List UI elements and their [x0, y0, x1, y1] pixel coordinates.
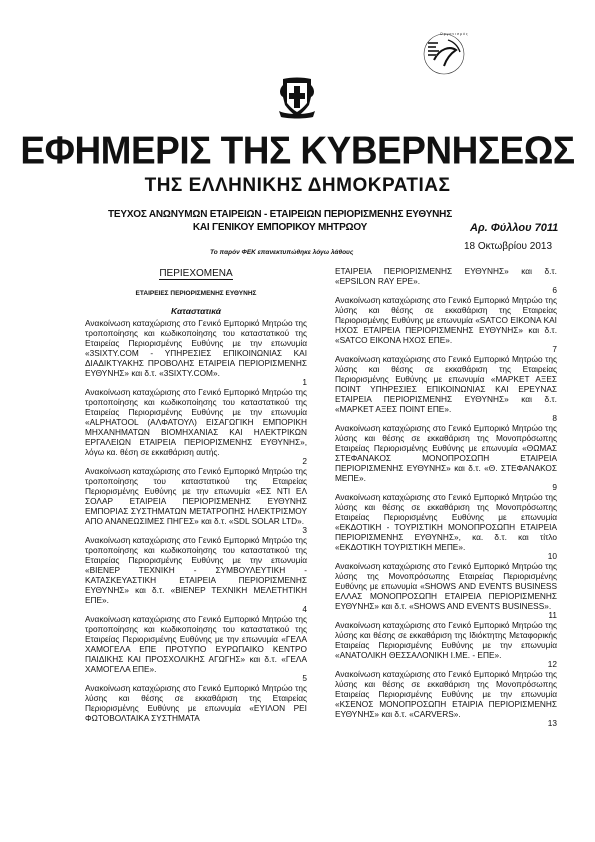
contents-entry — [85, 466, 307, 535]
contents-entry-page-number: 2 — [302, 456, 307, 466]
contents-entry — [85, 535, 307, 614]
contents-entry-text: Ανακοίνωση καταχώρισης στο Γενικό Εμπορικό Μητρώο της λύσης και θέσης σε εκκαθάριση της Εταιρείας Περιορισμένης Ευθύνης με επωνυμία «SATCO ΕΙΚΟΝΑ ΚΑΙ ΗΧΟΣ ΕΤΑΙΡΕΙΑ ΠΕΡΙΟΡΙΣΜΕΝΗΣ ΕΥΘΥΝΗΣ» και δ.τ. «SATCO ΕΙΚΟΝΑ ΗΧΟΣ ΕΠΕ». — [335, 295, 557, 345]
contents-entry-text: Ανακοίνωση καταχώρισης στο Γενικό Εμπορικό Μητρώο της λύσης και θέσης σε εκκαθάριση της Μονοπρόσωπης Εταιρείας Περιορισμένης Ευθύνης με επωνυμία «ΕΚΔΟΤΙΚΗ - ΤΟΥΡΙΣΤΙΚΗ ΜΟΝΟΠΡΟΣΩΠΗ ΕΤΑΙΡΕΙΑ ΠΕΡΙΟΡΙΣΜΕΝΗΣ ΕΥΘΥΝΗΣ», κα. δ.τ. και τίτλο «ΕΚΔΟΤΙΚΗ ΤΟΥΡΙΣΤΙΚΗ ΜΕΠΕ». — [335, 492, 557, 552]
contents-heading — [85, 268, 307, 280]
contents-entry-text: Ανακοίνωση καταχώρισης στο Γενικό Εμπορικό Μητρώο της λύσης και θέσης σε εκκαθάριση της Μονοπρόσωπης Εταιρείας Περιορισμένης Ευθύνης με την επωνυμία «ΚΣΕΝΟΣ ΜΟΝΟΠΡΟΣΩΠΗ ΕΤΑΙΡΙΑ ΠΕΡΙΟΡΙΣΜΕΝΗΣ ΕΥΘΥΝΗΣ» και δ.τ. «CARVERS». — [335, 669, 557, 719]
right-entries-list — [335, 266, 557, 728]
contents-entry-page-number: 8 — [552, 413, 557, 423]
contents-entry-page-number: 3 — [302, 525, 307, 535]
greek-emblem-icon — [277, 75, 317, 119]
contents-entry-page-number: 7 — [552, 344, 557, 354]
contents-entry-text: Ανακοίνωση καταχώρισης στο Γενικό Εμπορικό Μητρώο της τροποποίησης του καταστατικού της Εταιρείας Περιορισμένης Ευθύνης με την επωνυμία «ΕΣ ΝΤΙ ΕΛ ΣΟΛΑΡ ΕΤΑΙΡΕΙΑ ΠΕΡΙΟΡΙΣΜΕΝΗΣ ΕΥΘΥΝΗΣ ΕΜΠΟΡΙΑΣ ΣΥΣΤΗΜΑΤΩΝ ΜΕΤΑΤΡΟΠΗΣ ΗΛΕΚΤΡΙΣΜΟΥ ΑΠΟ ΑΝΑΝΕΩΣΙΜΕΣ ΠΗΓΕΣ» και δ.τ. «SDL SOLAR LTD». — [85, 466, 307, 526]
contents-heading-text: ΠΕΡΙΕΧΟΜΕΝΑ — [159, 268, 233, 279]
contents-entry-page-number: 1 — [302, 377, 307, 387]
issue-date: 18 Οκτωβρίου 2013 — [464, 241, 553, 252]
contents-entry-text: Ανακοίνωση καταχώρισης στο Γενικό Εμπορικό Μητρώο της λύσης της Μονοπρόσωπης Εταιρείας Περιορισμένης Ευθύνης με επωνυμία «SHOWS AND EVENTS BUSINESS ΕΛΛΑΣ ΜΟΝΟΠΡΟΣΩΠΗ ΕΤΑΙΡΕΙΑ ΠΕΡΙΟΡΙΣΜΕΝΗΣ ΕΥΘΥΝΗΣ» και δ.τ. «SHOWS AND EVENTS BUSINESS». — [335, 561, 557, 611]
contents-entry — [85, 318, 307, 387]
contents-entry-text: Ανακοίνωση καταχώρισης στο Γενικό Εμπορικό Μητρώο της τροποποίησης και κωδικοποίησης του καταστατικού της Εταιρείας Περιορισμένης Ευθύνης με την επωνυμία «ΒΙΕΝΕΡ ΤΕΧΝΙΚΗ - ΣΥΜΒΟΥΛΕΥΤΙΚΗ - ΚΑΤΑΣΚΕΥΑΣΤΙΚΗ ΕΤΑΙΡΕΙΑ ΠΕΡΙΟΡΙΣΜΕΝΗΣ ΕΥΘΥΝΗΣ» και δ.τ. «ΒΙΕΝΕΡ ΤΕΧΝΙΚΗ ΜΕΛΕΤΗΤΙΚΗ ΕΠΕ». — [85, 535, 307, 605]
reissue-note: Το παρόν ΦΕΚ επανεκτυπώθηκε λόγω λάθους — [210, 249, 354, 256]
seal-text: Ο ρ γ α ν ι σ μ ό ς — [440, 32, 468, 36]
contents-entry — [335, 492, 557, 561]
gazette-subtitle: ΤΗΣ ΕΛΛΗΝΙΚΗΣ ΔΗΜΟΚΡΑΤΙΑΣ — [144, 175, 451, 196]
contents-entry-page-number: 9 — [552, 482, 557, 492]
contents-entry-page-number: 10 — [547, 551, 557, 561]
contents-right-column — [335, 266, 557, 728]
subsection-heading: Καταστατικά — [171, 306, 221, 316]
contents-entry-page-number: 4 — [302, 604, 307, 614]
contents-entry-text: Ανακοίνωση καταχώρισης στο Γενικό Εμπορικό Μητρώο της τροποποίησης και κωδικοποίησης του καταστατικού της Εταιρείας Περιορισμένης Ευθύνης με την επωνυμία «3SIXTY.COM - ΥΠΗΡΕΣΙΕΣ ΕΠΙΚΟΙΝΩΝΙΑΣ ΚΑΙ ΔΙΑΔΙΚΤΥΑΚΗΣ ΠΡΟΒΟΛΗΣ ΕΤΑΙΡΕΙΑ ΠΕΡΙΟΡΙΣΜΕΝΗΣ ΕΥΘΥΝΗΣ» και δ.τ. «3SIXTY.COM». — [85, 318, 307, 378]
contents-entry-text: Ανακοίνωση καταχώρισης στο Γενικό Εμπορικό Μητρώο της λύσης και θέσης σε εκκαθάριση της Ιδιόκτητης Μεταφορικής Εταιρείας Περιορισμένης Ευθύνης με την επωνυμία «ΑΝΑΤΟΛΙΚΗ ΘΕΣΣΑΛΟΝΙΚΗ Ι.ΜΕ. - ΕΠΕ». — [335, 620, 557, 660]
contents-entry-text: ΕΤΑΙΡΕΙΑ ΠΕΡΙΟΡΙΣΜΕΝΗΣ ΕΥΘΥΝΗΣ» και δ.τ. «EPSILON RAY EPE». — [335, 266, 557, 286]
contents-entry-text: Ανακοίνωση καταχώρισης στο Γενικό Εμπορικό Μητρώο της τροποποίησης και κωδικοποίησης του καταστατικού της Εταιρείας Περιορισμένης Ευθύνης με την επωνυμία «ΓΕΛΑ ΧΑΜΟΓΕΛΑ ΕΠΕ ΠΡΟΤΥΠΟ ΕΥΡΩΠΑΙΚΟ ΚΕΝΤΡΟ ΠΑΙΔΙΚΗΣ ΚΑΙ ΠΡΟΣΧΟΛΙΚΗΣ ΑΓΩΓΗΣ» και δ.τ. «ΓΕΛΑ ΧΑΜΟΓΕΛΑ ΕΠΕ». — [85, 614, 307, 674]
contents-entry-page-number: 5 — [302, 673, 307, 683]
contents-entry — [85, 614, 307, 683]
left-entries-list — [85, 318, 307, 723]
contents-left-column — [85, 268, 307, 723]
contents-entry — [335, 561, 557, 620]
contents-entry-text: Ανακοίνωση καταχώρισης στο Γενικό Εμπορικό Μητρώο της λύσης και θέσης σε εκκαθάριση της Μονοπρόσωπης Εταιρείας Περιορισμένης Ευθύνης με επωνυμία «ΘΩΜΑΣ ΣΤΕΦΑΝΑΚΟΣ ΜΟΝΟΠΡΟΣΩΠΗ ΕΤΑΙΡΕΙΑ ΠΕΡΙΟΡΙΣΜΕΝΗΣ ΕΥΘΥΝΗΣ» και δ.τ. «Θ. ΣΤΕΦΑΝΑΚΟΣ ΜΕΠΕ». — [335, 423, 557, 483]
series-title-line-1: ΤΕΥΧΟΣ ΑΝΩΝΥΜΩΝ ΕΤΑΙΡΕΙΩΝ - ΕΤΑΙΡΕΙΩΝ ΠΕΡΙΟΡΙΣΜΕΝΗΣ ΕΥΘΥΝΗΣ — [107, 209, 453, 220]
issue-number: Αρ. Φύλλου 7011 — [470, 222, 559, 234]
contents-entry-page-number: 13 — [547, 718, 557, 728]
contents-entry-text: Ανακοίνωση καταχώρισης στο Γενικό Εμπορικό Μητρώο της τροποποίησης και κωδικοποίησης του καταστατικού της Εταιρείας Περιορισμένης Ευθύνης με την επωνυμία «ALPHATOOL (ΑΛΦΑΤΟΥΛ) ΕΙΣΑΓΩΓΙΚΗ ΕΜΠΟΡΙΚΗ ΜΗΧΑΝΗΜΑΤΩΝ ΒΙΟΜΗΧΑΝΙΑΣ ΚΑΙ ΗΛΕΚΤΡΙΚΩΝ ΕΡΓΑΛΕΙΩΝ ΕΤΑΙΡΕΙΑ ΠΕΡΙΟΡΙΣΜΕΝΗΣ ΕΥΘΥΝΗΣ», λόγω κα. θέση σε εκκαθάριση αυτής. — [85, 387, 307, 457]
contents-entry — [335, 295, 557, 354]
contents-entry — [335, 669, 557, 728]
contents-entry — [335, 266, 557, 295]
contents-entry — [85, 387, 307, 466]
printing-office-seal-icon — [420, 30, 468, 78]
contents-entry-page-number: 12 — [547, 659, 557, 669]
contents-entry-page-number: 11 — [548, 610, 557, 620]
gazette-title: ΕΦΗΜΕΡΙΣ ΤΗΣ ΚΥΒΕΡΝΗΣΕΩΣ — [20, 128, 575, 172]
contents-entry — [85, 683, 307, 723]
section-heading: ΕΤΑΙΡΕΙΕΣ ΠΕΡΙΟΡΙΣΜΕΝΗΣ ΕΥΘΥΝΗΣ — [135, 290, 257, 297]
contents-entry-text: Ανακοίνωση καταχώρισης στο Γενικό Εμπορικό Μητρώο της λύσης και θέσης σε εκκαθάριση της Εταιρείας Περιορισμένης Ευθύνης με επωνυμία «ΕΥΙΛΟΝ ΡΕΙ ΦΩΤΟΒΟΛΤΑΙΚΑ ΣΥΣΤΗΜΑΤΑ — [85, 683, 307, 723]
contents-entry — [335, 620, 557, 669]
contents-entry — [335, 423, 557, 492]
contents-entry-page-number: 6 — [552, 285, 557, 295]
series-title-line-2: ΚΑΙ ΓΕΝΙΚΟΥ ΕΜΠΟΡΙΚΟΥ ΜΗΤΡΩΟΥ — [192, 222, 368, 233]
contents-entry — [335, 354, 557, 423]
contents-entry-text: Ανακοίνωση καταχώρισης στο Γενικό Εμπορικό Μητρώο της λύσης και θέσης σε εκκαθάριση της Εταιρείας Περιορισμένης Ευθύνης με επωνυμία «ΜΑΡΚΕΤ ΑΞΕΣ ΠΟΙΝΤ ΥΠΗΡΕΣΙΕΣ ΕΠΙΚΟΙΝΩΝΙΑΣ ΚΑΙ ΕΡΕΥΝΑΣ ΕΤΑΙΡΕΙΑ ΠΕΡΙΟΡΙΣΜΕΝΗΣ ΕΥΘΥΝΗΣ» και δ.τ. «ΜΑΡΚΕΤ ΑΞΕΣ ΠΟΙΝΤ ΕΠΕ». — [335, 354, 557, 414]
